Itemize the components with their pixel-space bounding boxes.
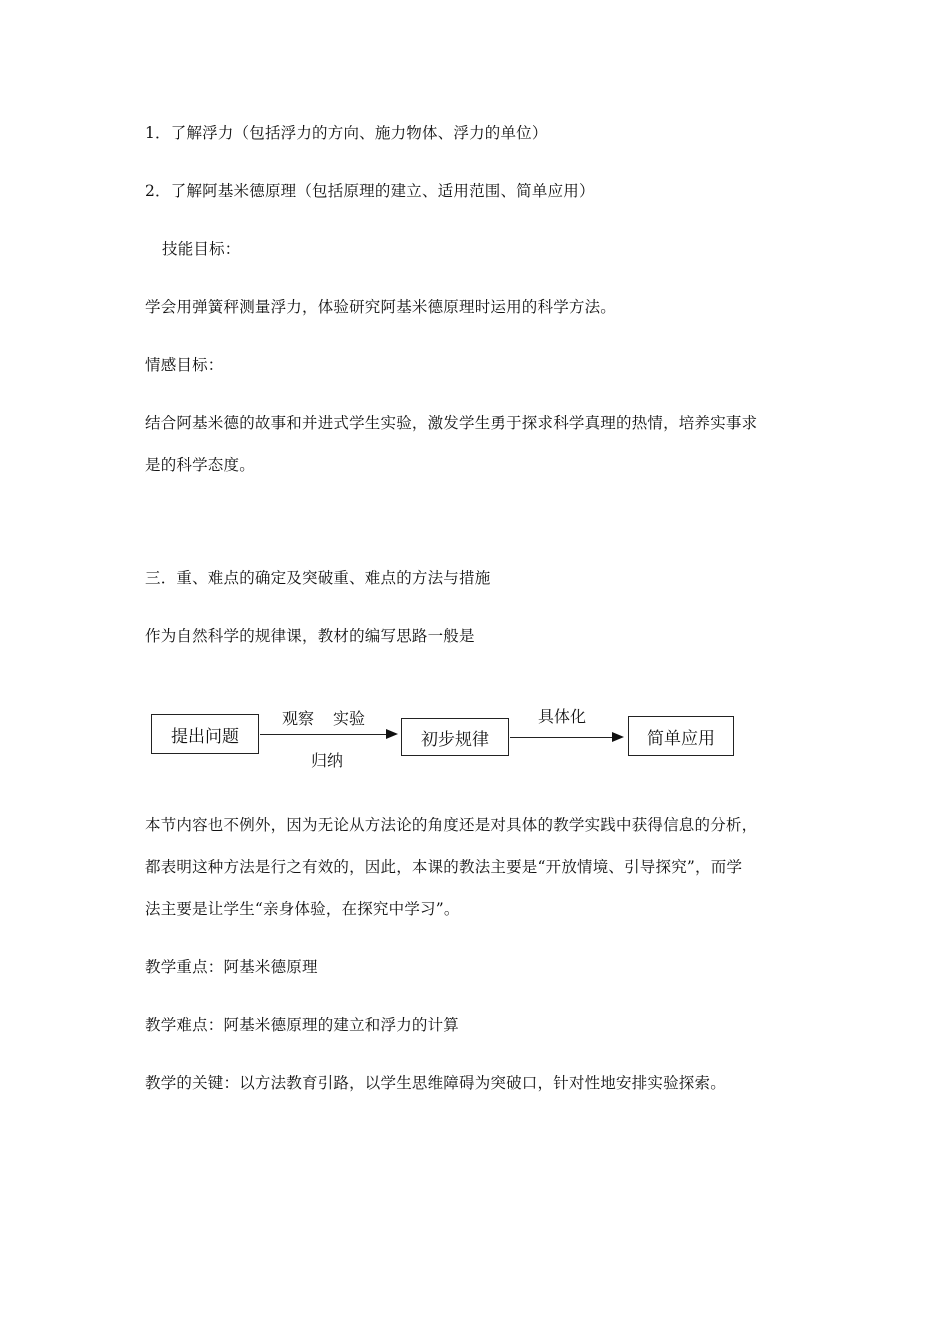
paragraph-line3: 法主要是让学生“亲身体验，在探究中学习”。: [145, 900, 460, 918]
section3-heading: 三．重、难点的确定及突破重、难点的方法与措施: [145, 569, 491, 587]
teaching-key: 教学的关键：以方法教育引路，以学生思维障碍为突破口，针对性地安排实验探索。: [145, 1074, 726, 1092]
flow-box-ask-question: 提出问题: [151, 714, 259, 754]
knowledge-goal-1: 1．了解浮力（包括浮力的方向、施力物体、浮力的单位）: [145, 124, 548, 142]
emotion-goal-text-line1: 结合阿基米德的故事和并进式学生实验，激发学生勇于探求科学真理的热情，培养实事求: [145, 414, 758, 432]
emotion-goal-heading: 情感目标：: [145, 356, 224, 374]
flow-label-experiment: 实验: [333, 709, 366, 728]
flow-arrow-2-line: [510, 737, 614, 738]
teaching-focus: 教学重点：阿基米德原理: [145, 958, 318, 976]
section3-intro: 作为自然科学的规律课，教材的编写思路一般是: [145, 627, 475, 645]
flow-box-simple-application: 简单应用: [628, 716, 734, 756]
emotion-goal-text-line2: 是的科学态度。: [145, 456, 255, 474]
flow-arrow-2-head: [612, 732, 624, 742]
flow-arrow-1-line: [260, 734, 388, 735]
flow-box-preliminary-law: 初步规律: [401, 718, 509, 756]
knowledge-goal-2: 2．了解阿基米德原理（包括原理的建立、适用范围、简单应用）: [145, 182, 595, 200]
paragraph-line2: 都表明这种方法是行之有效的，因此，本课的教法主要是“开放情境、引导探究”，而学: [145, 858, 743, 876]
skill-goal-heading: 技能目标：: [162, 240, 241, 258]
flow-label-induce: 归纳: [311, 751, 344, 770]
paragraph-line1: 本节内容也不例外，因为无论从方法论的角度还是对具体的教学实践中获得信息的分析，: [145, 816, 758, 834]
teaching-difficulty: 教学难点：阿基米德原理的建立和浮力的计算: [145, 1016, 460, 1034]
skill-goal-text: 学会用弹簧秤测量浮力，体验研究阿基米德原理时运用的科学方法。: [145, 298, 617, 316]
flow-label-concretize: 具体化: [538, 707, 587, 726]
flow-arrow-1-head: [386, 729, 398, 739]
flow-label-observe: 观察: [282, 709, 315, 728]
